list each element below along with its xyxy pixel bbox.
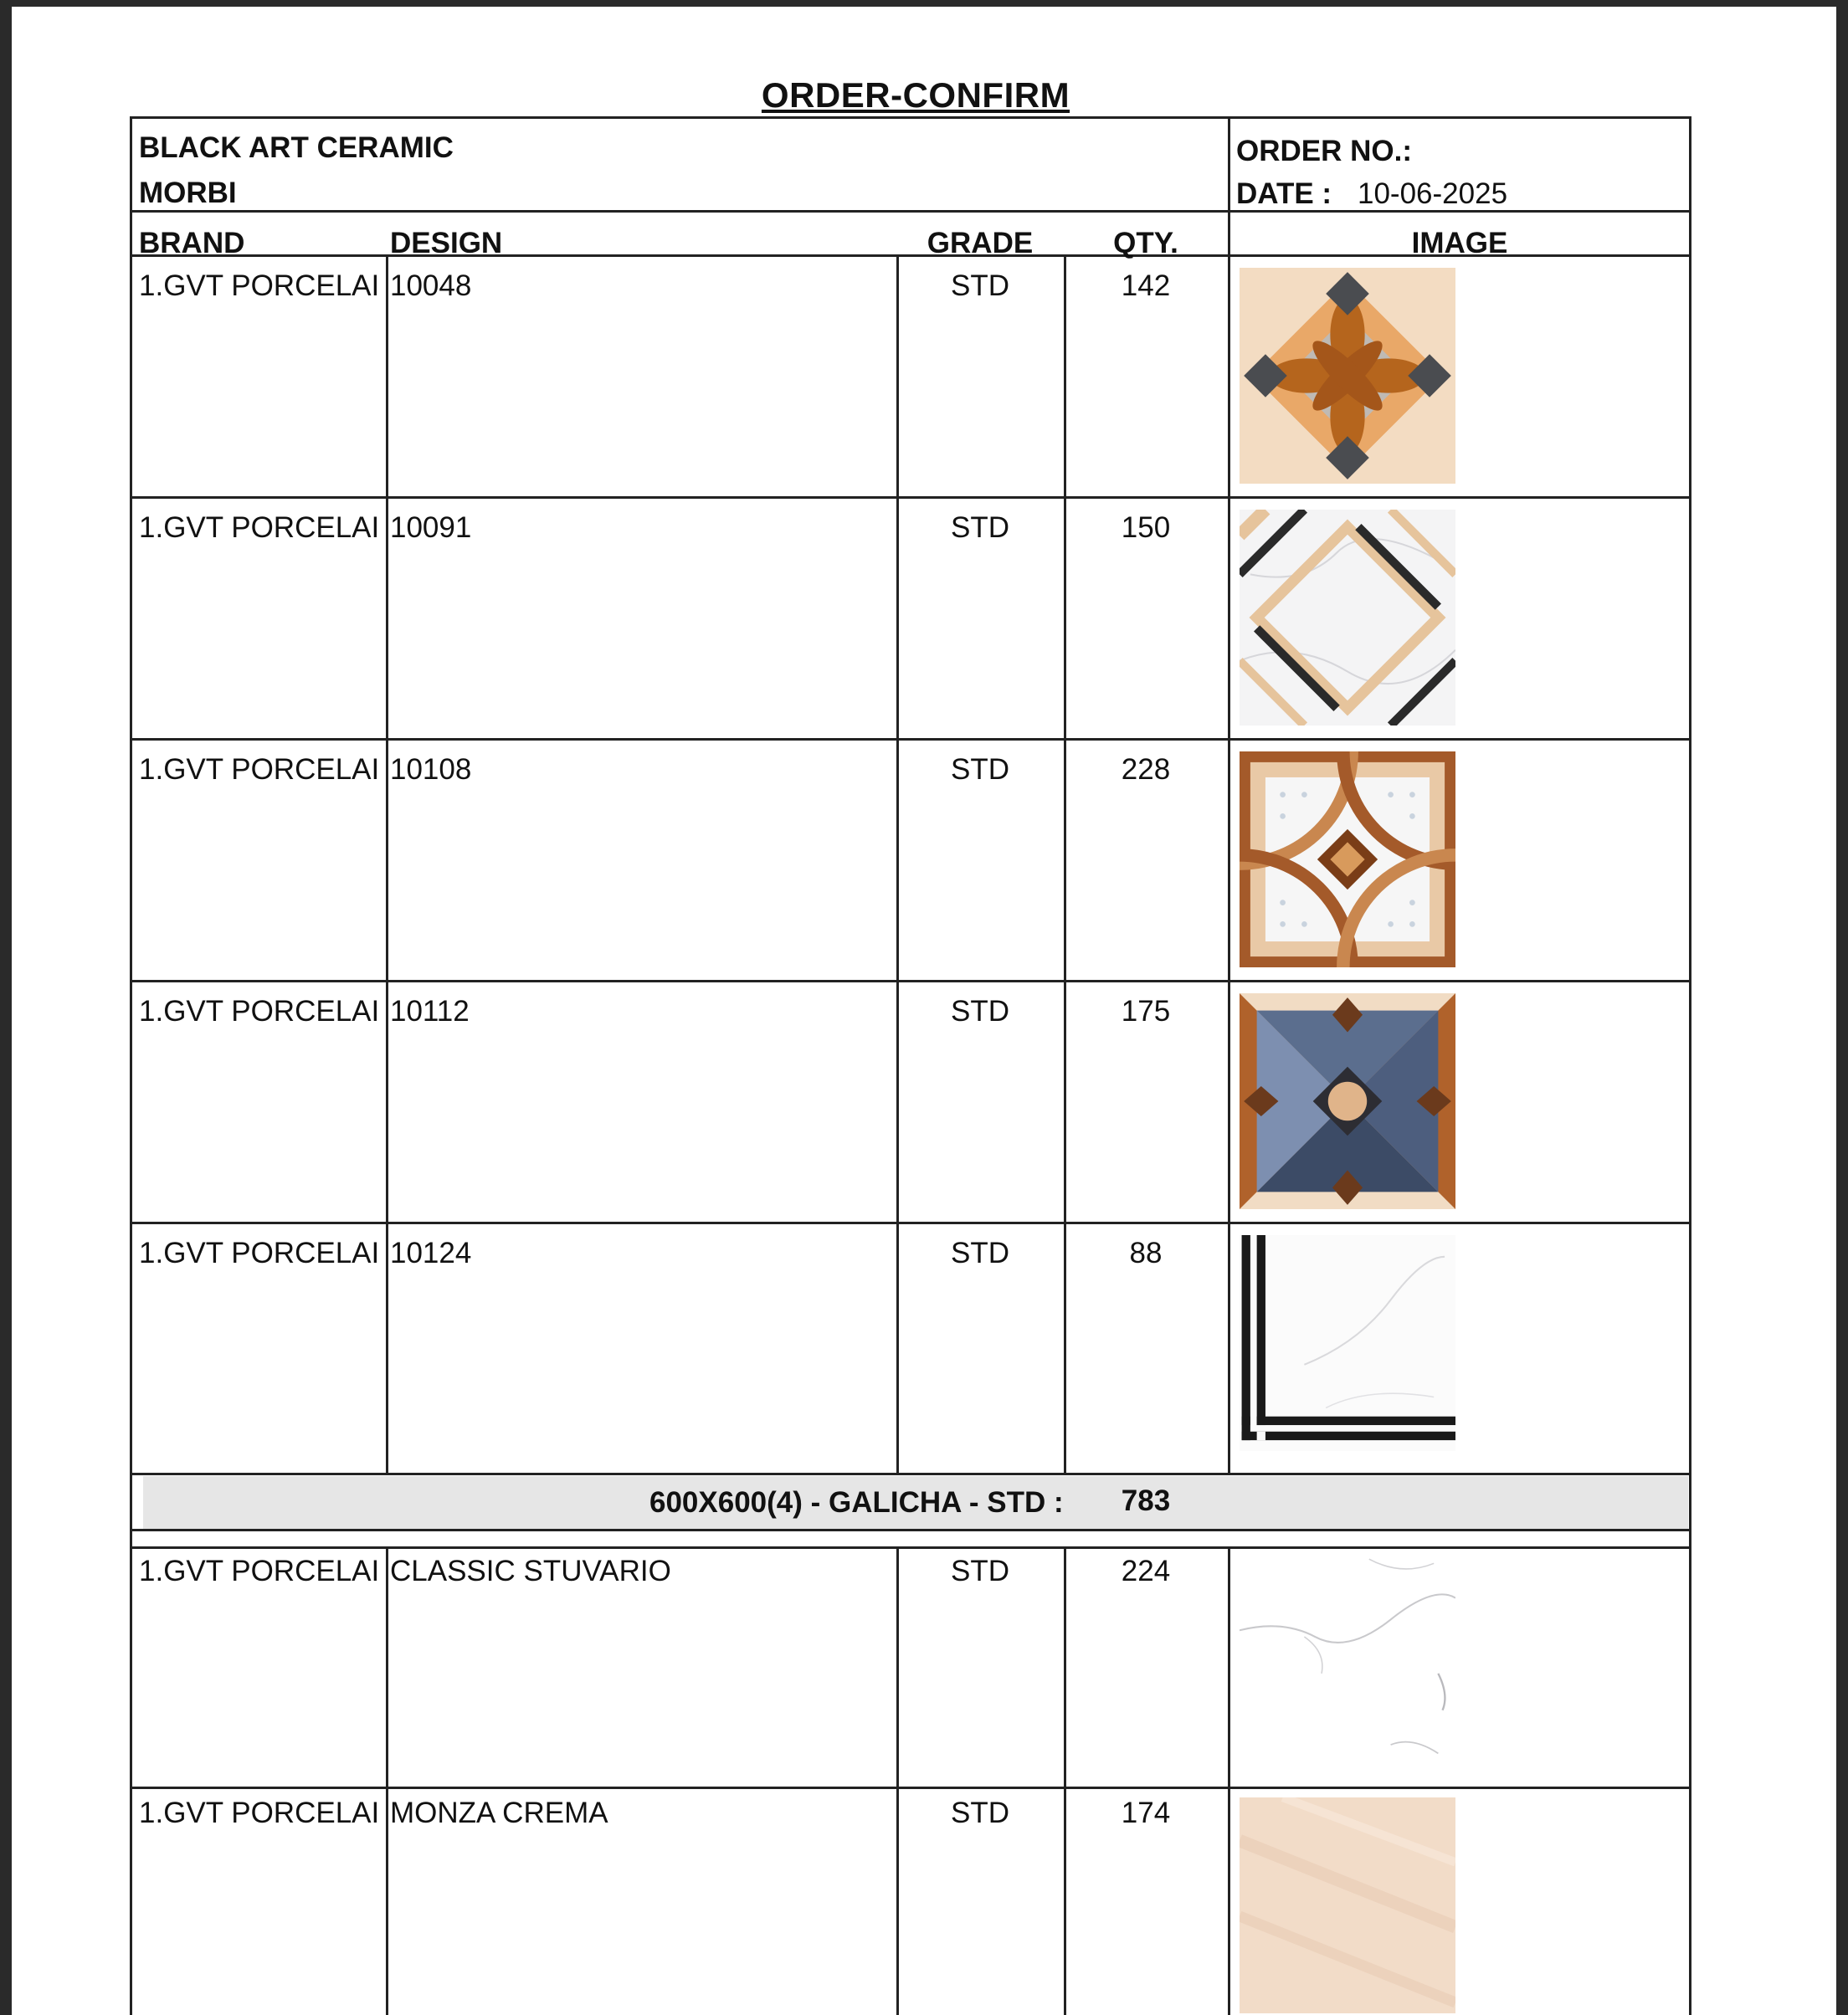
cell-grade: STD bbox=[951, 1797, 1009, 1829]
blue-wood-star-tile-image bbox=[1240, 993, 1455, 1209]
cell-brand: 1.GVT PORCELAI bbox=[139, 1555, 380, 1587]
order-document bbox=[12, 7, 1836, 2015]
row-divider bbox=[130, 980, 1691, 982]
cell-design: 10108 bbox=[390, 753, 472, 786]
subtotal-label: 600X600(4) - GALICHA - STD : bbox=[649, 1486, 1064, 1519]
white-marble-corner-border-tile-image bbox=[1240, 1235, 1455, 1451]
table-border-top bbox=[130, 116, 1691, 119]
column-header-qty: QTY. bbox=[1113, 227, 1178, 259]
cell-grade: STD bbox=[951, 1555, 1009, 1587]
party-name: BLACK ART CERAMIC bbox=[139, 131, 454, 164]
cell-grade: STD bbox=[951, 995, 1009, 1028]
design-column-divider bbox=[896, 254, 899, 1475]
column-header-grade: GRADE bbox=[927, 227, 1034, 259]
wood-circle-mosaic-tile-image bbox=[1240, 751, 1455, 967]
table-border-right bbox=[1689, 116, 1691, 2015]
brand-column-divider bbox=[386, 254, 388, 1475]
cell-brand: 1.GVT PORCELAI bbox=[139, 511, 380, 544]
cell-design: 10124 bbox=[390, 1237, 472, 1269]
cell-brand: 1.GVT PORCELAI bbox=[139, 269, 380, 302]
qty-column-divider bbox=[1228, 254, 1230, 1475]
cell-qty: 142 bbox=[1121, 269, 1171, 302]
grade-column-divider bbox=[1064, 254, 1066, 1475]
cell-grade: STD bbox=[951, 269, 1009, 302]
subtotal-divider bbox=[130, 1546, 1691, 1549]
cell-brand: 1.GVT PORCELAI bbox=[139, 753, 380, 786]
cell-brand: 1.GVT PORCELAI bbox=[139, 995, 380, 1028]
order-date: 10-06-2025 bbox=[1358, 177, 1508, 210]
cell-brand: 1.GVT PORCELAI bbox=[139, 1797, 380, 1829]
qty-column-divider bbox=[1228, 1546, 1230, 2015]
cell-qty: 224 bbox=[1121, 1555, 1171, 1587]
order-number-label: ORDER NO.: bbox=[1236, 135, 1412, 167]
cell-qty: 150 bbox=[1121, 511, 1171, 544]
cell-design: 10048 bbox=[390, 269, 472, 302]
cell-design: MONZA CREMA bbox=[390, 1797, 608, 1829]
design-column-divider bbox=[896, 1546, 899, 2015]
cell-grade: STD bbox=[951, 1237, 1009, 1269]
cell-qty: 228 bbox=[1121, 753, 1171, 786]
cell-qty: 175 bbox=[1121, 995, 1171, 1028]
cell-qty: 88 bbox=[1129, 1237, 1163, 1269]
brand-column-divider bbox=[386, 1546, 388, 2015]
beige-crema-tile-image bbox=[1240, 1797, 1455, 2013]
column-header-design: DESIGN bbox=[390, 227, 503, 259]
cell-design: 10091 bbox=[390, 511, 472, 544]
white-statuario-marble-tile-image bbox=[1240, 1555, 1455, 1771]
document-title: ORDER-CONFIRM bbox=[761, 75, 1070, 115]
party-city: MORBI bbox=[139, 177, 237, 209]
row-divider bbox=[130, 1222, 1691, 1224]
cell-qty: 174 bbox=[1121, 1797, 1171, 1829]
row-divider bbox=[130, 1473, 1691, 1475]
grade-column-divider bbox=[1064, 1546, 1066, 2015]
white-marble-diamond-lattice-tile-image bbox=[1240, 510, 1455, 726]
row-divider bbox=[130, 738, 1691, 741]
order-date-label: DATE : bbox=[1236, 177, 1332, 210]
column-header-brand: BRAND bbox=[139, 227, 245, 259]
row-divider bbox=[130, 1787, 1691, 1789]
column-header-image: IMAGE bbox=[1411, 227, 1508, 259]
cell-design: 10112 bbox=[390, 995, 470, 1028]
cell-design: CLASSIC STUVARIO bbox=[390, 1555, 671, 1587]
table-border-left bbox=[130, 116, 132, 2015]
subtotal-divider bbox=[130, 1529, 1691, 1531]
subtotal-qty: 783 bbox=[1121, 1484, 1171, 1517]
cell-brand: 1.GVT PORCELAI bbox=[139, 1237, 380, 1269]
cell-grade: STD bbox=[951, 511, 1009, 544]
cell-grade: STD bbox=[951, 753, 1009, 786]
row-divider bbox=[130, 496, 1691, 499]
brown-flower-medallion-tile-image bbox=[1240, 268, 1455, 484]
